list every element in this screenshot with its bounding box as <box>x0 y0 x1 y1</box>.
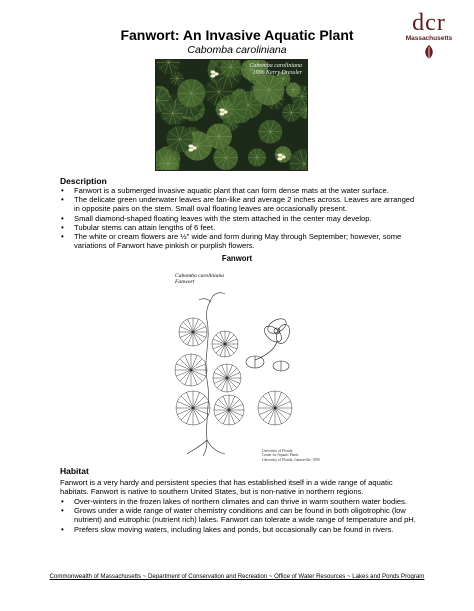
figure-title: Fanwort <box>221 254 253 263</box>
drawing-credit-line: University of Florida <box>262 449 293 453</box>
drawing-credit <box>262 449 320 462</box>
list-item: • Over-winters in the frozen lakes of northern climates and can thrive in warm southern water bodies. <box>60 497 420 506</box>
drawing-credit-line: Center for Aquatic Plants <box>262 453 299 458</box>
habitat-heading: Habitat <box>60 466 89 476</box>
list-item: • The delicate green underwater leaves are fan-like and average 2 inches across. Leaves are arranged in opposite pairs on the stem. Small oval floating leaves are occasionally present. <box>60 195 420 213</box>
fanwort-photo <box>155 59 308 171</box>
list-item: • Grows under a wide range of water chemistry conditions and can be found in both oligotrophic (low nutrient) and eutrophic (nutrient rich) lakes. Fanwort can tolerate a wide range of temperature and pH. <box>60 506 420 524</box>
list-item: • Prefers slow moving waters, including lakes and ponds, but occasionally can be found in rivers. <box>60 525 420 534</box>
photo-caption <box>249 63 302 77</box>
logo-wordmark: dcr <box>412 10 446 36</box>
list-item: • Small diamond-shaped floating leaves with the stem attached in the center may develop. <box>60 214 420 223</box>
list-item: • Tubular stems can attain lengths of 6 feet. <box>60 223 420 232</box>
drawing-caption <box>175 273 224 285</box>
photo-caption-line: 1996 Kerry Dressler <box>252 70 302 76</box>
photo-caption-line: Cabomba caroliniana <box>249 63 302 69</box>
fanwort-line-drawing <box>155 270 315 460</box>
habitat-paragraph: Fanwort is a very hardy and persistent species that has established itself in a wide range of aquatic habitats. Fanwort is native to southern United States, but is non-native in northern regions. <box>60 478 393 497</box>
page-subtitle: Cabomba caroliniana <box>187 44 287 56</box>
page-footer: Commonwealth of Massachusetts ~ Department of Conservation and Recreation ~ Office of Water Resources ~ Lakes and Ponds Program <box>49 573 425 580</box>
description-heading: Description <box>60 176 107 186</box>
logo-agency: Massachusetts <box>405 35 453 42</box>
drawing-caption-line: Cabomba caroliniana <box>175 273 225 279</box>
habitat-list <box>60 497 420 534</box>
list-item: • Fanwort is a submerged invasive aquatic plant that can form dense mats at the water surface. <box>60 186 420 195</box>
page-title: Fanwort: An Invasive Aquatic Plant <box>120 27 354 43</box>
drawing-credit-line: University of Florida, Gainesville, 1990 <box>262 457 320 462</box>
list-item: • The white or cream flowers are ½" wide and form during May through September; however, some variations of Fanwort have pinkish or purplish flowers. <box>60 232 420 250</box>
drawing-caption-line: Fanwort <box>175 279 195 285</box>
description-list <box>60 186 420 250</box>
